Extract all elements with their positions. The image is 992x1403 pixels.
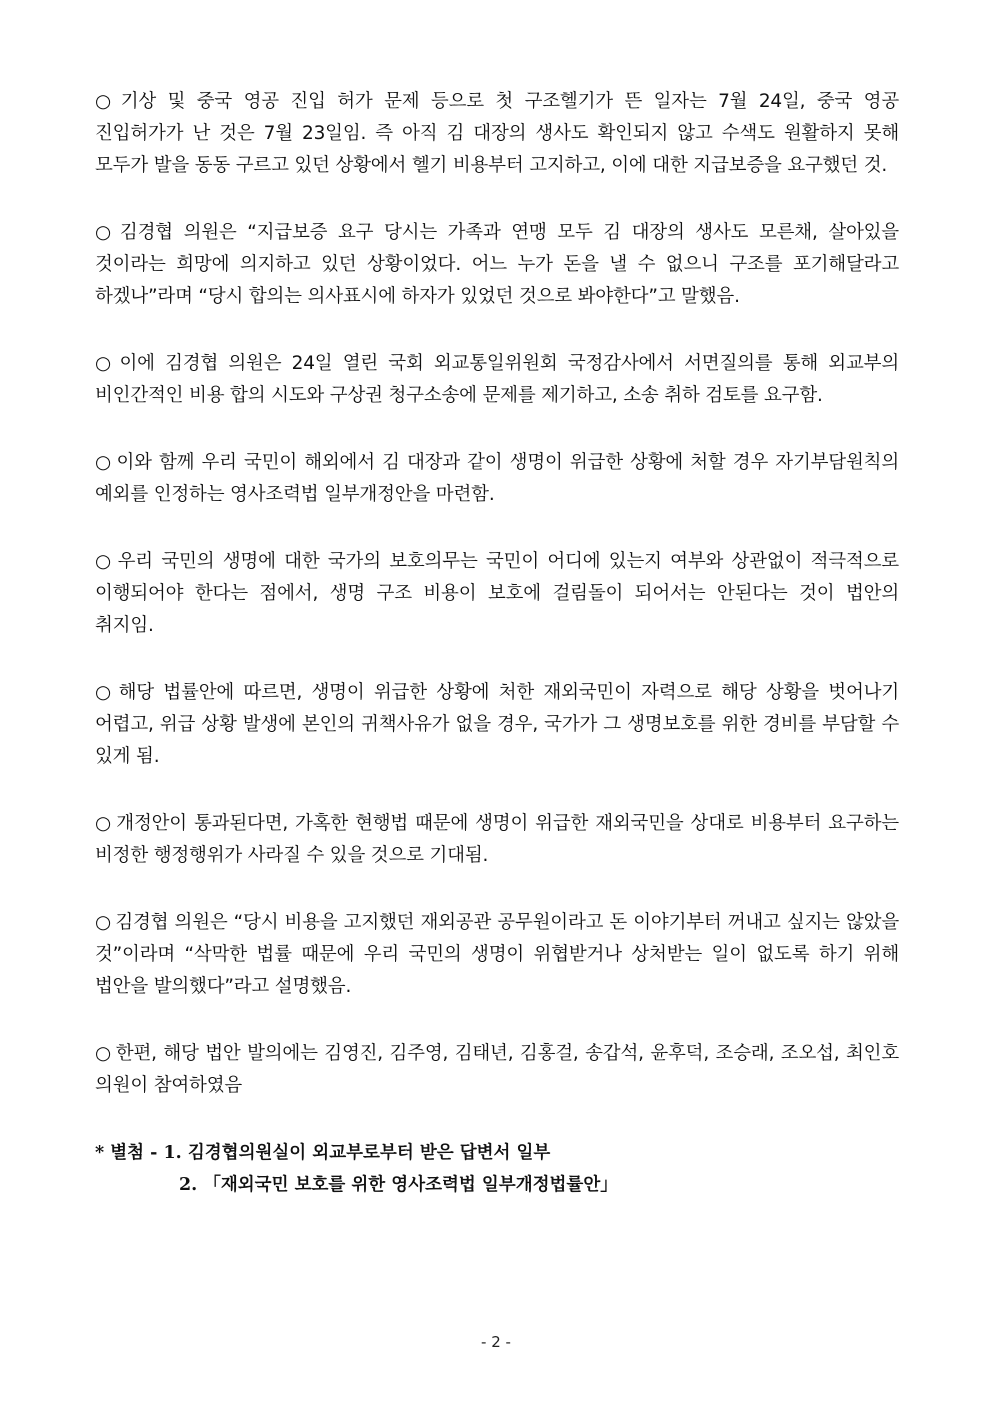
paragraph-kim-statement bbox=[95, 217, 899, 313]
paragraph-text: 해당 법률안에 따르면, 생명이 위급한 상황에 처한 재외국민이 자력으로 해당 상황을 벗어나기 어렵고, 위급 상황 발생에 본인의 귀책사유가 없을 경우, 국가가 그 생명보호를 위한 경비를 부담할 수 있게 됨. bbox=[95, 682, 899, 767]
bullet-circle: ○ bbox=[95, 452, 113, 473]
paragraph-text: 우리 국민의 생명에 대한 국가의 보호의무는 국민이 어디에 있는지 여부와 상관없이 적극적으로 이행되어야 한다는 점에서, 생명 구조 비용이 보호에 걸림돌이 되어서는 안된다는 것이 법안의 취지임. bbox=[95, 551, 899, 636]
paragraph-kim-explanation bbox=[95, 907, 899, 1003]
bullet-circle: ○ bbox=[95, 222, 116, 243]
bullet-circle: ○ bbox=[95, 1043, 112, 1064]
paragraph-expectation bbox=[95, 808, 899, 872]
paragraph-text: 이에 김경협 의원은 24일 열린 국회 외교통일위원회 국정감사에서 서면질의를 통해 외교부의 비인간적인 비용 합의 시도와 구상권 청구소송에 문제를 제기하고, 소송 취하 검토를 요구함. bbox=[95, 353, 899, 406]
bullet-circle: ○ bbox=[95, 682, 115, 703]
attachment-item-2: 2. 「재외국민 보호를 위한 영사조력법 일부개정법률안」 bbox=[179, 1175, 618, 1195]
paragraph-text: 이와 함께 우리 국민이 해외에서 김 대장과 같이 생명이 위급한 상황에 처할 경우 자기부담원칙의 예외를 인정하는 영사조력법 일부개정안을 마련함. bbox=[95, 452, 899, 505]
paragraph-audit-inquiry bbox=[95, 348, 899, 412]
paragraph-cosponsors bbox=[95, 1038, 899, 1102]
paragraph-text: 개정안이 통과된다면, 가혹한 현행법 때문에 생명이 위급한 재외국민을 상대로 비용부터 요구하는 비정한 행정행위가 사라질 수 있을 것으로 기대됨. bbox=[95, 813, 899, 866]
paragraph-text: 김경협 의원은 “지급보증 요구 당시는 가족과 연맹 모두 김 대장의 생사도 모른채, 살아있을 것이라는 희망에 의지하고 있던 상황이었다. 어느 누가 돈을 낼 수 없으니 구조를 포기해달라고 하겠나”라며 “당시 합의는 의사표시에 하자가 있었던 것으로 봐야한다”고 말했음. bbox=[95, 222, 899, 307]
paragraph-helicopter-dates bbox=[95, 86, 899, 182]
page-number: - 2 - bbox=[481, 1333, 511, 1351]
paragraph-text: 김경협 의원은 “당시 비용을 고지했던 재외공관 공무원이라고 돈 이야기부터 꺼내고 싶지는 않았을 것”이라며 “삭막한 법률 때문에 우리 국민의 생명이 위협받거나 상처받는 일이 없도록 하기 위해 법안을 발의했다”라고 설명했음. bbox=[95, 912, 899, 997]
attachment-item-1: * 별첨 - 1. 김경협의원실이 외교부로부터 받은 답변서 일부 bbox=[95, 1143, 551, 1163]
attachments-list bbox=[95, 1137, 899, 1201]
paragraph-text: 한편, 해당 법안 발의에는 김영진, 김주영, 김태년, 김홍걸, 송갑석, 윤후덕, 조승래, 조오섭, 최인호 의원이 참여하였음 bbox=[95, 1043, 900, 1096]
paragraph-amendment bbox=[95, 447, 899, 511]
bullet-circle: ○ bbox=[95, 813, 113, 834]
paragraph-text: 기상 및 중국 영공 진입 허가 문제 등으로 첫 구조헬기가 뜬 일자는 7월 24일, 중국 영공 진입허가가 난 것은 7월 23일임. 즉 아직 김 대장의 생사도 확인되지 않고 수색도 원활하지 못해 모두가 발을 동동 구르고 있던 상황에서 헬기 비용부터 고지하고, 이에 대한 지급보증을 요구했던 것. bbox=[95, 91, 899, 176]
document-body bbox=[95, 86, 899, 1201]
paragraph-bill-purpose bbox=[95, 546, 899, 642]
bullet-circle: ○ bbox=[95, 551, 114, 572]
paragraph-bill-content bbox=[95, 677, 899, 773]
bullet-circle: ○ bbox=[95, 912, 112, 933]
bullet-circle: ○ bbox=[95, 91, 117, 112]
bullet-circle: ○ bbox=[95, 353, 116, 374]
